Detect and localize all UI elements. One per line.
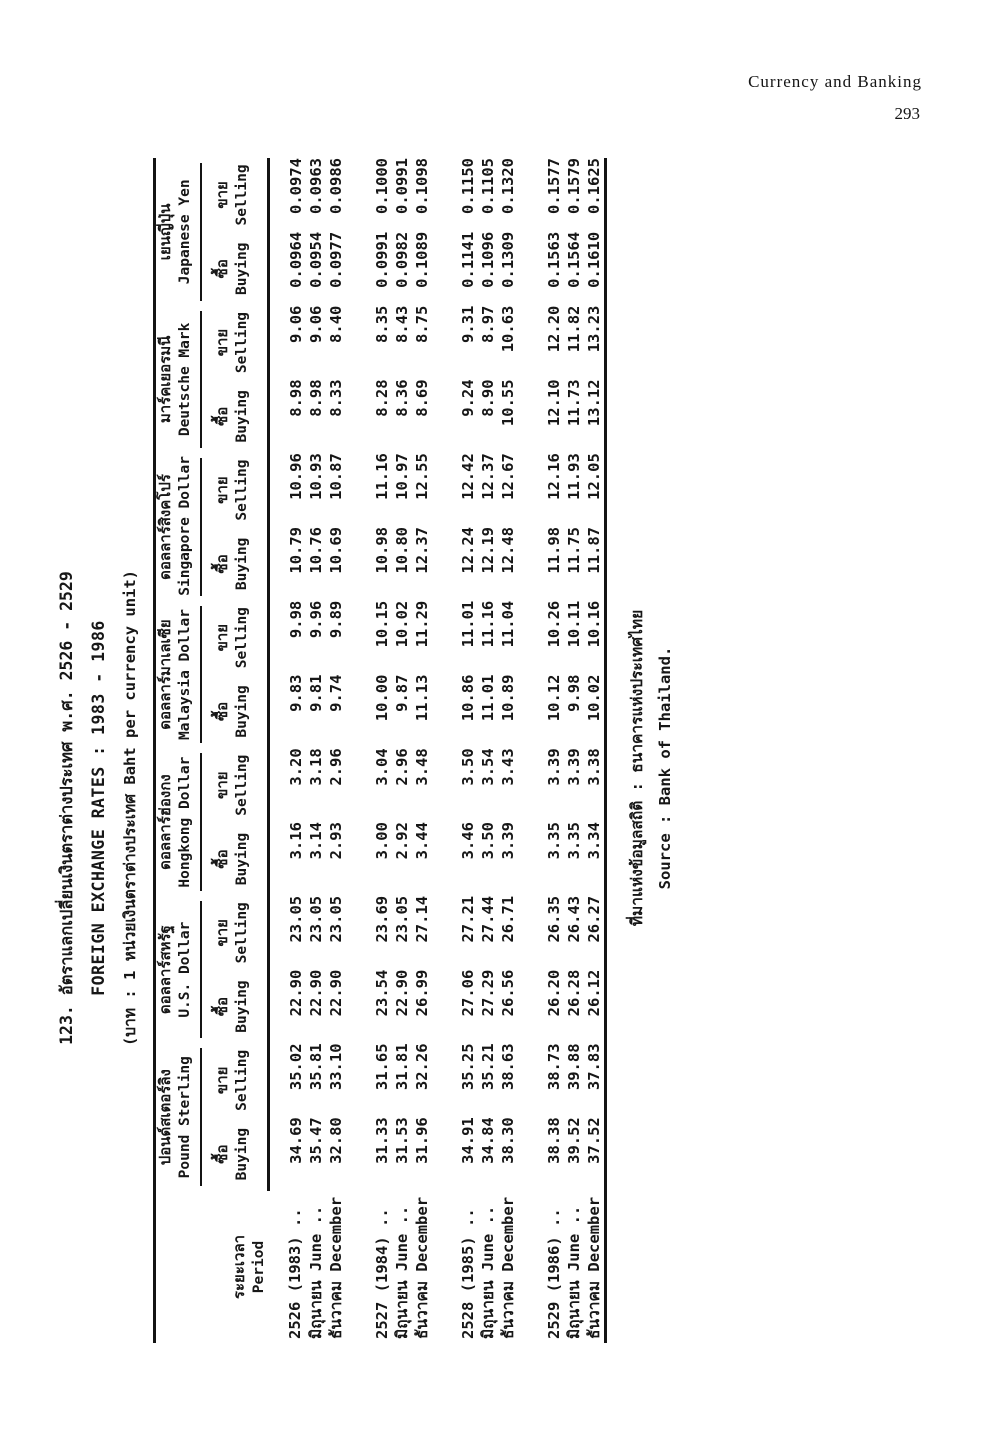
rate-cell: 3.16 <box>287 822 305 860</box>
page-number: 293 <box>894 104 920 123</box>
rate-cell: 23.05 <box>307 895 325 943</box>
rate-cell: 38.38 <box>545 1117 563 1164</box>
rate-cell: 10.12 <box>545 674 563 722</box>
buying-subheader <box>202 1117 269 1191</box>
rate-cell: 39.52 <box>565 1117 583 1164</box>
subheader-thai: ซื้อ <box>213 849 231 869</box>
period-cell: 2526 (1983) .. <box>286 1208 305 1339</box>
rate-cell: 27.44 <box>479 895 497 943</box>
subheader-english: Buying <box>234 685 250 738</box>
rate-cell: 3.46 <box>459 822 477 860</box>
rate-cell: 9.96 <box>307 600 325 639</box>
currency-name-thai: ดอลลาร์ฮ่องกง <box>156 774 174 870</box>
rate-cell: 22.90 <box>307 969 325 1017</box>
rate-cell: 38.30 <box>499 1117 517 1164</box>
currency-group-underline <box>156 606 202 744</box>
buying-subheader <box>202 232 269 306</box>
table-row <box>564 158 584 1343</box>
rate-cell: 2.92 <box>393 822 411 860</box>
rate-cell: 23.69 <box>373 895 391 943</box>
subheader-english: Selling <box>234 311 250 374</box>
selling-subheader <box>202 748 269 822</box>
table-row <box>498 158 518 1343</box>
rate-cell: 8.40 <box>327 305 345 343</box>
rate-cell: 11.13 <box>413 674 431 722</box>
period-cell: ธันวาคม December <box>413 1196 431 1339</box>
rate-cell: 8.69 <box>413 379 431 417</box>
buy-sell-subheader-row <box>202 158 269 1343</box>
rate-cell: 9.06 <box>287 305 305 343</box>
currency-group-header <box>155 1043 203 1191</box>
rate-cell: 8.28 <box>373 379 391 417</box>
rate-cell: 38.73 <box>545 1043 563 1091</box>
buying-subheader <box>202 379 269 453</box>
rate-cell: 0.1089 <box>413 231 431 288</box>
rate-cell: 10.96 <box>287 453 305 500</box>
table-row <box>392 158 412 1343</box>
subheader-english: Buying <box>234 242 250 295</box>
selling-subheader <box>202 601 269 675</box>
rate-cell: 11.82 <box>565 305 583 353</box>
rate-cell: 2.96 <box>393 748 411 786</box>
rate-cell: 0.1564 <box>565 231 583 288</box>
rate-cell: 0.1098 <box>413 158 431 214</box>
table-row <box>269 158 307 1343</box>
rate-cell: 2.93 <box>327 822 345 860</box>
rate-cell: 0.0991 <box>393 158 411 214</box>
rate-cell: 12.42 <box>459 453 477 500</box>
table-row <box>326 158 346 1343</box>
currency-name-thai: ปอนด์สเตอร์ลิง <box>156 1069 174 1166</box>
rate-cell: 26.71 <box>499 895 517 943</box>
currency-group-header <box>155 453 203 601</box>
rate-cell: 12.20 <box>545 305 563 353</box>
rate-cell: 9.06 <box>307 305 325 343</box>
currency-name-english: Japanese Yen <box>177 179 193 285</box>
buying-subheader <box>202 970 269 1044</box>
rate-cell: 31.81 <box>393 1043 411 1091</box>
subheader-english: Buying <box>234 390 250 443</box>
rate-cell: 0.0963 <box>307 158 325 214</box>
rate-cell: 38.63 <box>499 1043 517 1091</box>
period-header-english: Period <box>250 1240 267 1294</box>
subheader-thai: ขาย <box>213 328 231 357</box>
rate-cell: 8.98 <box>287 379 305 417</box>
rate-cell: 27.29 <box>479 969 497 1017</box>
rate-cell: 23.05 <box>393 895 411 943</box>
rate-cell: 26.35 <box>545 895 563 943</box>
rate-cell: 3.48 <box>413 748 431 786</box>
rate-cell: 0.1000 <box>373 158 391 214</box>
subheader-thai: ซื้อ <box>213 259 231 279</box>
rate-cell: 3.43 <box>499 748 517 786</box>
rate-cell: 11.75 <box>565 526 583 574</box>
rate-cell: 9.87 <box>393 674 411 712</box>
rate-cell: 0.1150 <box>459 158 477 214</box>
currency-name-english: U.S. Dollar <box>177 921 193 1018</box>
rate-cell: 0.1141 <box>459 231 477 288</box>
rate-cell: 10.69 <box>327 526 345 574</box>
table-title-thai: 123. อัตราแลกเปลี่ยนเงินตราต่างประเทศ พ.ศ. 2526 - 2529 <box>57 571 76 1045</box>
rate-cell: 12.48 <box>499 526 517 574</box>
rate-cell: 3.20 <box>287 748 305 786</box>
rate-cell: 11.29 <box>413 600 431 648</box>
table-row <box>346 158 392 1343</box>
rate-cell: 11.04 <box>499 600 517 648</box>
currency-group-underline <box>156 163 202 301</box>
rate-cell: 0.0982 <box>393 231 411 288</box>
rate-cell: 39.88 <box>565 1043 583 1091</box>
period-header <box>155 1191 269 1343</box>
period-cell: ธันวาคม December <box>327 1196 345 1339</box>
currency-group-header <box>155 601 203 749</box>
source-note <box>624 193 674 1343</box>
period-cell: 2528 (1985) .. <box>459 1208 477 1339</box>
rate-cell: 9.98 <box>565 674 583 712</box>
period-cell: มิถุนายน June .. <box>307 1205 325 1339</box>
rate-cell: 10.11 <box>565 600 583 648</box>
period-cell: ธันวาคม December <box>499 1196 517 1339</box>
rate-cell: 0.0974 <box>287 158 305 214</box>
rate-cell: 31.65 <box>373 1043 391 1091</box>
selling-subheader <box>202 306 269 380</box>
rotated-sheet-area <box>52 158 847 1343</box>
currency-group-header <box>155 748 203 896</box>
source-note-thai: ที่มาแห่งข้อมูลสถิติ : ธนาคารแห่งประเทศไทย <box>628 609 646 927</box>
currency-group-underline <box>156 311 202 449</box>
subheader-thai: ขาย <box>213 181 231 209</box>
rate-cell: 26.27 <box>585 895 603 943</box>
subheader-english: Selling <box>234 607 250 669</box>
rate-cell: 23.05 <box>327 895 345 943</box>
period-header-thai: ระยะเวลา <box>229 1234 248 1300</box>
table-row <box>432 158 478 1343</box>
rate-cell: 0.1577 <box>545 158 563 214</box>
currency-group-header <box>155 306 203 454</box>
subheader-english: Buying <box>234 832 250 886</box>
rate-cell: 10.89 <box>499 674 517 722</box>
rate-cell: 0.1610 <box>585 231 603 288</box>
rate-cell: 32.26 <box>413 1043 431 1091</box>
rate-cell: 12.37 <box>413 526 431 574</box>
subheader-english: Buying <box>234 1127 250 1181</box>
rate-cell: 34.84 <box>479 1117 497 1164</box>
rate-cell: 3.34 <box>585 822 603 860</box>
rate-cell: 0.1625 <box>585 158 603 214</box>
period-cell: 2527 (1984) .. <box>373 1208 391 1339</box>
rate-cell: 3.35 <box>565 822 583 860</box>
currency-group-underline <box>156 901 202 1039</box>
subheader-english: Selling <box>234 902 250 964</box>
rate-cell: 10.86 <box>459 674 477 722</box>
rate-cell: 13.12 <box>585 379 603 427</box>
rate-cell: 11.98 <box>545 526 563 574</box>
buying-subheader <box>202 527 269 601</box>
currency-name-thai: เยนญี่ปุ่น <box>156 203 174 261</box>
rate-cell: 0.1579 <box>565 158 583 214</box>
table-title-block <box>52 273 142 1343</box>
rate-cell: 35.47 <box>307 1117 325 1164</box>
subheader-thai: ขาย <box>213 623 231 652</box>
table-row <box>518 158 564 1343</box>
period-cell: มิถุนายน June .. <box>393 1205 411 1339</box>
rate-cell: 0.0954 <box>307 231 325 288</box>
rate-cell: 3.39 <box>499 822 517 860</box>
rate-cell: 11.16 <box>373 453 391 500</box>
rate-cell: 13.23 <box>585 305 603 353</box>
rate-cell: 9.31 <box>459 305 477 343</box>
subheader-thai: ซื้อ <box>213 554 231 574</box>
rate-cell: 3.44 <box>413 822 431 860</box>
rate-cell: 10.76 <box>307 526 325 574</box>
subheader-thai: ขาย <box>213 1066 231 1095</box>
rate-cell: 23.54 <box>373 969 391 1017</box>
table-title-unit: (บาท : 1 หน่วยเงินตราต่างประเทศ Baht per currency unit) <box>121 569 139 1047</box>
rate-cell: 3.38 <box>585 748 603 786</box>
rate-cell: 33.10 <box>327 1043 345 1091</box>
rate-cell: 0.1105 <box>479 158 497 214</box>
selling-subheader <box>202 158 269 232</box>
currency-name-thai: ดอลลาร์มาเลเซีย <box>156 619 174 730</box>
rate-cell: 10.98 <box>373 526 391 574</box>
table-title-english: FOREIGN EXCHANGE RATES : 1983 - 1986 <box>89 620 108 996</box>
rate-cell: 12.05 <box>585 453 603 500</box>
subheader-english: Selling <box>234 754 250 816</box>
rate-cell: 2.96 <box>327 748 345 786</box>
rate-cell: 35.25 <box>459 1043 477 1091</box>
rate-cell: 12.55 <box>413 453 431 500</box>
rate-cell: 3.04 <box>373 748 391 786</box>
currency-name-thai: มาร์คเยอรมนี <box>156 335 174 424</box>
rate-cell: 9.81 <box>307 674 325 712</box>
rate-cell: 8.90 <box>479 379 497 417</box>
rate-cell: 22.90 <box>327 969 345 1017</box>
rate-cell: 35.21 <box>479 1043 497 1091</box>
rate-cell: 10.00 <box>373 674 391 722</box>
period-cell: 2529 (1986) .. <box>545 1208 563 1339</box>
rate-cell: 10.63 <box>499 305 517 353</box>
subheader-english: Selling <box>234 1049 250 1111</box>
subheader-thai: ขาย <box>213 771 231 799</box>
rate-cell: 34.69 <box>287 1117 305 1164</box>
rate-cell: 0.1563 <box>545 231 563 288</box>
currency-name-english: Malaysia Dollar <box>177 609 193 741</box>
rate-cell: 11.01 <box>459 600 477 648</box>
rate-cell: 27.06 <box>459 969 477 1017</box>
rate-cell: 12.24 <box>459 526 477 574</box>
rate-cell: 3.39 <box>545 748 563 786</box>
subheader-english: Selling <box>234 164 250 226</box>
rate-cell: 35.02 <box>287 1043 305 1091</box>
rate-cell: 3.00 <box>373 822 391 860</box>
rate-cell: 26.56 <box>499 969 517 1017</box>
rate-cell: 3.54 <box>479 748 497 786</box>
selling-subheader <box>202 896 269 970</box>
rate-cell: 23.05 <box>287 895 305 943</box>
rate-cell: 10.87 <box>327 453 345 500</box>
currency-name-english: Singapore Dollar <box>177 456 193 596</box>
rate-cell: 3.39 <box>565 748 583 786</box>
subheader-thai: ซื้อ <box>213 996 231 1017</box>
rate-cell: 0.0986 <box>327 158 345 214</box>
currency-name-english: Deutsche Mark <box>177 322 193 437</box>
rate-cell: 10.97 <box>393 453 411 500</box>
rate-cell: 11.87 <box>585 526 603 574</box>
period-cell: ธันวาคม December <box>585 1196 603 1339</box>
rate-cell: 0.1309 <box>499 231 517 288</box>
currency-header-row <box>155 158 203 1343</box>
rate-cell: 9.74 <box>327 674 345 712</box>
rate-cell: 26.28 <box>565 969 583 1017</box>
currency-name-thai: ดอลลาร์สิงคโปร์ <box>156 474 174 580</box>
rate-cell: 31.96 <box>413 1117 431 1164</box>
rate-cell: 22.90 <box>287 969 305 1017</box>
rate-cell: 3.35 <box>545 822 563 860</box>
landscape-table-sheet <box>52 158 847 1343</box>
rate-cell: 31.53 <box>393 1117 411 1164</box>
rate-cell: 10.55 <box>499 379 517 427</box>
subheader-thai: ขาย <box>213 476 231 504</box>
rate-cell: 12.19 <box>479 526 497 574</box>
rate-cell: 27.21 <box>459 895 477 943</box>
rate-cell: 8.35 <box>373 305 391 343</box>
period-cell: มิถุนายน June .. <box>565 1205 583 1339</box>
subheader-english: Selling <box>234 459 250 521</box>
rate-cell: 10.02 <box>585 674 603 722</box>
rate-cell: 37.83 <box>585 1043 603 1091</box>
rate-cell: 0.0977 <box>327 231 345 288</box>
rate-cell: 12.16 <box>545 453 563 500</box>
rate-cell: 12.37 <box>479 453 497 500</box>
rate-cell: 8.98 <box>307 379 325 417</box>
subheader-english: Buying <box>234 537 250 591</box>
currency-name-english: Pound Sterling <box>177 1056 193 1179</box>
rate-cell: 10.15 <box>373 600 391 648</box>
rate-cell: 31.33 <box>373 1117 391 1164</box>
table-row <box>478 158 498 1343</box>
table-body <box>269 158 606 1343</box>
rate-cell: 26.99 <box>413 969 431 1017</box>
rate-cell: 9.24 <box>459 379 477 417</box>
rate-cell: 10.93 <box>307 453 325 500</box>
currency-group-underline <box>156 1048 202 1186</box>
currency-name-thai: ดอลลาร์สหรัฐ <box>156 925 174 1015</box>
rate-cell: 10.26 <box>545 600 563 648</box>
rate-cell: 9.83 <box>287 674 305 712</box>
selling-subheader <box>202 1043 269 1117</box>
rate-cell: 12.67 <box>499 453 517 500</box>
subheader-thai: ขาย <box>213 919 231 947</box>
rate-cell: 10.79 <box>287 526 305 574</box>
table-row <box>584 158 606 1343</box>
running-head: Currency and Banking <box>748 72 922 91</box>
currency-group-underline <box>156 458 202 596</box>
rate-cell: 11.73 <box>565 379 583 427</box>
table-row <box>306 158 326 1343</box>
currency-name-english: Hongkong Dollar <box>177 756 193 888</box>
rate-cell: 34.91 <box>459 1117 477 1164</box>
rate-cell: 26.12 <box>585 969 603 1017</box>
rate-cell: 26.20 <box>545 969 563 1017</box>
exchange-rates-table <box>153 158 607 1343</box>
rate-cell: 22.90 <box>393 969 411 1017</box>
rate-cell: 37.52 <box>585 1117 603 1164</box>
rate-cell: 11.16 <box>479 600 497 648</box>
subheader-thai: ซื้อ <box>213 1144 231 1164</box>
currency-group-header <box>155 896 203 1044</box>
rate-cell: 10.02 <box>393 600 411 648</box>
subheader-english: Buying <box>234 980 250 1033</box>
period-cell: มิถุนายน June .. <box>479 1205 497 1339</box>
rate-cell: 0.1096 <box>479 231 497 288</box>
selling-subheader <box>202 453 269 527</box>
rate-cell: 27.14 <box>413 895 431 943</box>
rate-cell: 35.81 <box>307 1043 325 1091</box>
rate-cell: 0.1320 <box>499 158 517 214</box>
rate-cell: 12.10 <box>545 379 563 427</box>
currency-group-header <box>155 158 203 306</box>
buying-subheader <box>202 822 269 896</box>
rate-cell: 10.80 <box>393 526 411 574</box>
rate-cell: 8.97 <box>479 305 497 343</box>
rate-cell: 8.33 <box>327 379 345 417</box>
rate-cell: 9.89 <box>327 600 345 639</box>
rate-cell: 3.18 <box>307 748 325 786</box>
rate-cell: 3.50 <box>459 748 477 786</box>
rate-cell: 3.50 <box>479 822 497 860</box>
rate-cell: 0.0964 <box>287 231 305 288</box>
rate-cell: 10.16 <box>585 600 603 648</box>
currency-group-underline <box>156 753 202 891</box>
rate-cell: 32.80 <box>327 1117 345 1164</box>
rate-cell: 0.0991 <box>373 231 391 288</box>
rate-cell: 11.01 <box>479 674 497 722</box>
rate-cell: 8.43 <box>393 305 411 343</box>
rate-cell: 9.98 <box>287 600 305 639</box>
subheader-thai: ซื้อ <box>213 406 231 426</box>
rate-cell: 8.75 <box>413 305 431 343</box>
rate-cell: 3.14 <box>307 822 325 860</box>
subheader-thai: ซื้อ <box>213 701 231 722</box>
source-note-english: Source : Bank of Thailand. <box>656 646 674 890</box>
buying-subheader <box>202 675 269 749</box>
table-row <box>412 158 432 1343</box>
rate-cell: 8.36 <box>393 379 411 417</box>
rate-cell: 11.93 <box>565 453 583 500</box>
rate-cell: 26.43 <box>565 895 583 943</box>
